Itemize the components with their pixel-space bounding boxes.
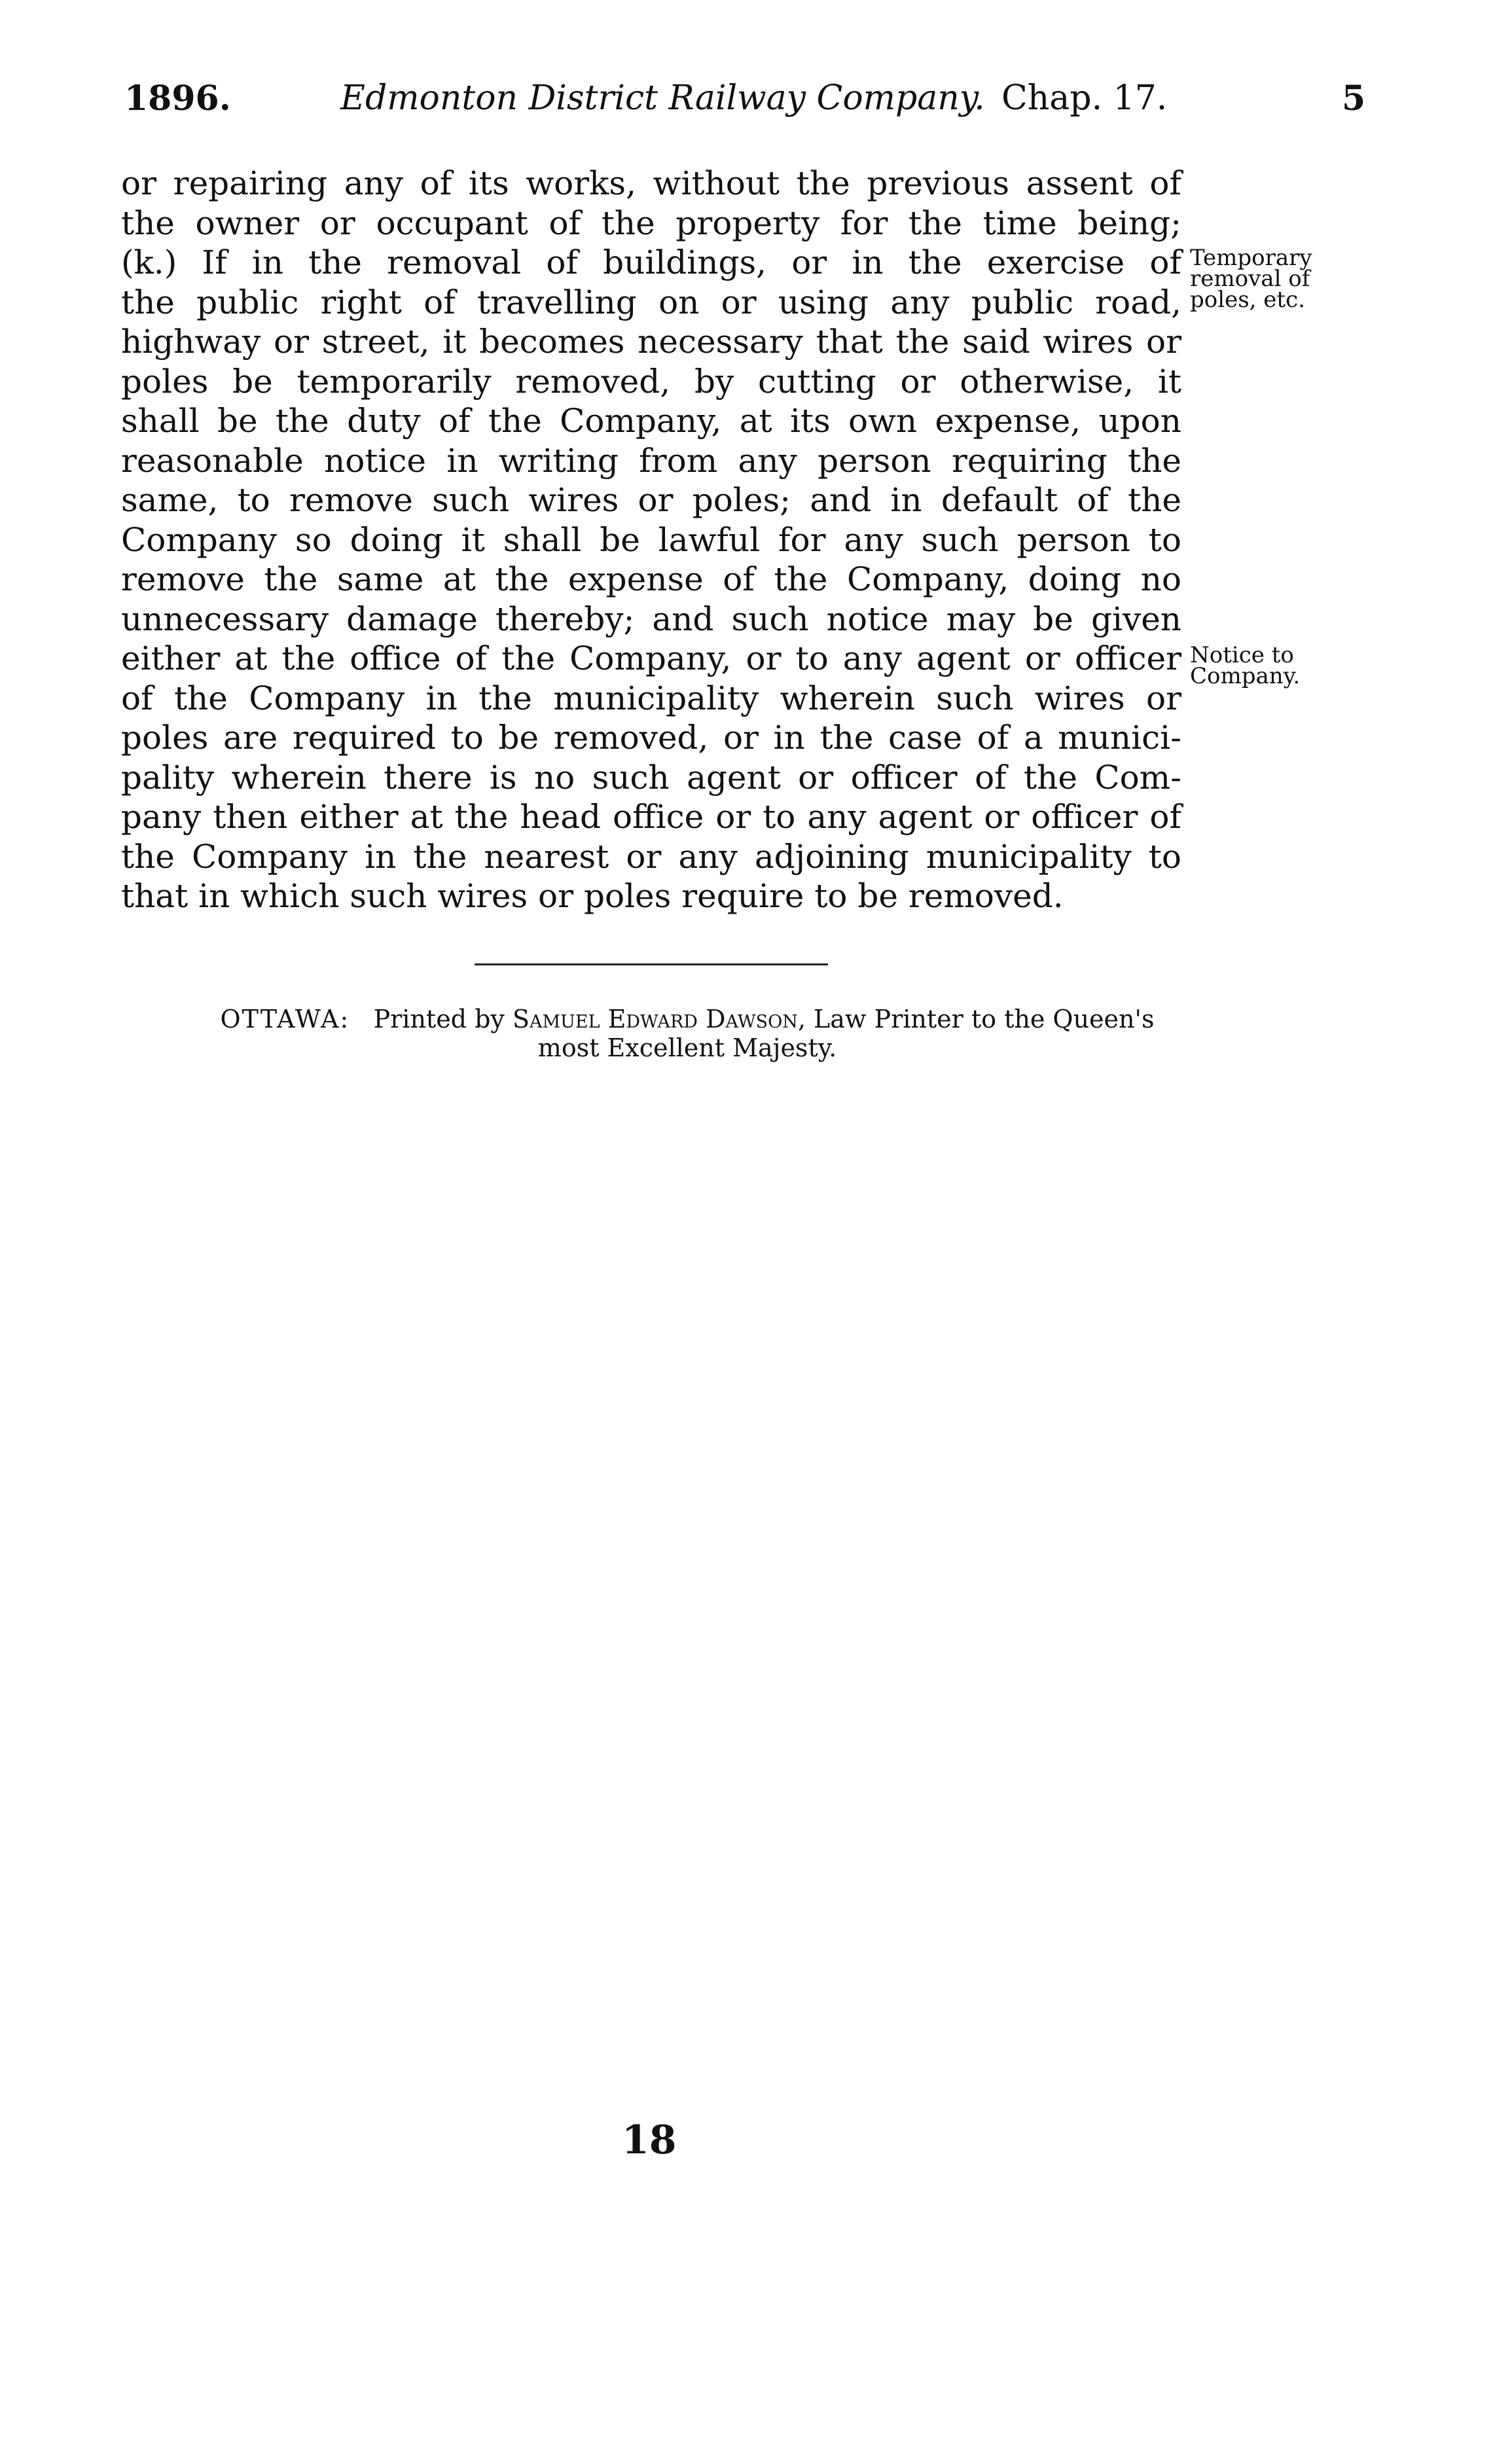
section-divider [475, 963, 828, 965]
header-year: 1896. [124, 79, 231, 118]
imprint-line-2: most Excellent Majesty. [537, 1033, 837, 1062]
body-line: pality wherein there is no such agent or officer of the Com- [121, 758, 1181, 797]
margin-note-line: removal of [1190, 266, 1310, 292]
body-line: (k.) If in the removal of buildings, or in the exercise of [121, 243, 1181, 281]
margin-note-line: Notice to [1190, 642, 1294, 668]
printer-imprint [151, 1005, 1224, 1062]
imprint-printer-name: Samuel Edward Dawson [512, 1005, 798, 1033]
body-line: highway or street, it becomes necessary that the said wires or [121, 323, 1181, 361]
imprint-city: OTTAWA: [220, 1005, 350, 1033]
body-line: or repairing any of its works, without the previous assent of [121, 164, 1181, 202]
body-line: shall be the duty of the Company, at its own expense, upon [121, 402, 1181, 440]
body-line: remove the same at the expense of the Company, doing no [121, 560, 1181, 598]
body-line: that in which such wires or poles require to be removed. [121, 877, 1064, 915]
running-header [124, 79, 1368, 131]
body-line: same, to remove such wires or poles; and in default of the [121, 481, 1181, 519]
header-page-number: 5 [1342, 79, 1366, 118]
body-line: pany then either at the head office or to any agent or officer of [121, 798, 1181, 836]
body-line: Company so doing it shall be lawful for any such person to [121, 520, 1181, 559]
body-line: the Company in the nearest or any adjoining municipality to [121, 837, 1181, 876]
body-line: unnecessary damage thereby; and such notice may be given [121, 600, 1181, 638]
margin-note-notice [1190, 642, 1341, 689]
body-line: poles be temporarily removed, by cutting or otherwise, it [121, 362, 1181, 401]
margin-note-line: Temporary [1190, 245, 1312, 271]
header-title: Edmonton District Railway Company. [340, 79, 985, 118]
header-chapter: Chap. 17. [1001, 79, 1168, 118]
body-line: reasonable notice in writing from any person requiring the [121, 441, 1181, 480]
sheet-number: 18 [622, 2117, 677, 2163]
body-line: of the Company in the municipality wherein such wires or [121, 679, 1181, 717]
margin-note-line: poles, etc. [1190, 287, 1305, 313]
body-line: either at the office of the Company, or to any agent or officer [121, 639, 1181, 677]
body-line: the public right of travelling on or using any public road, [121, 283, 1181, 321]
margin-note-temporary-removal [1190, 245, 1341, 313]
imprint-printer-title: , Law Printer to the Queen's [797, 1005, 1155, 1033]
body-line: the owner or occupant of the property for the time being; [121, 204, 1181, 242]
body-line: poles are required to be removed, or in the case of a munici- [121, 719, 1181, 757]
margin-note-line: Company. [1190, 663, 1301, 689]
imprint-printed-by: Printed by [373, 1005, 505, 1033]
body-text [121, 164, 1181, 916]
